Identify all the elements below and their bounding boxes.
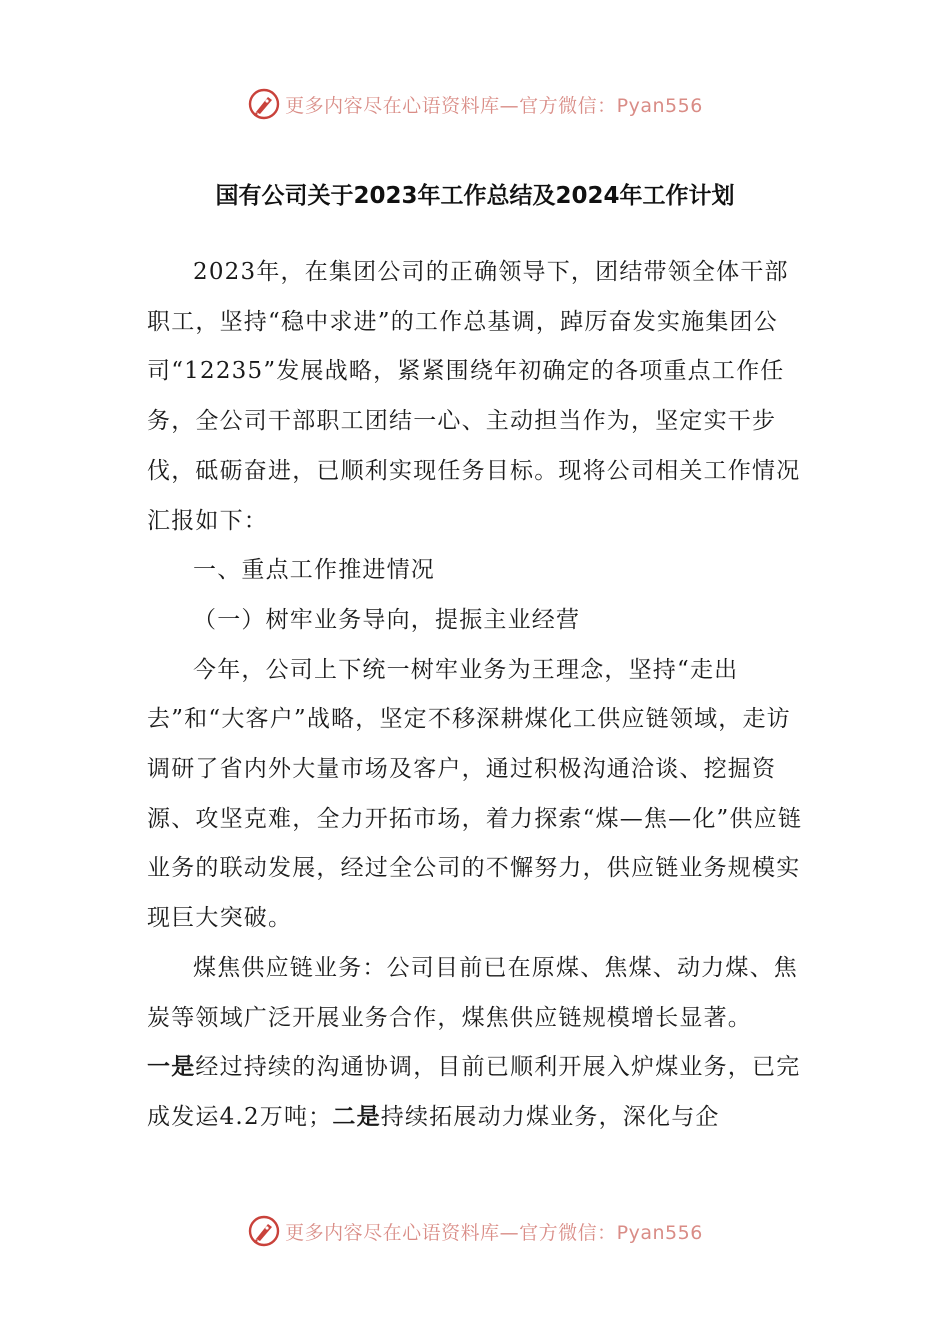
point-text-second: 持续拓展动力煤业务，深化与企 [380,1103,720,1130]
banner-text: 更多内容尽在心语资料库—官方微信：Pyan556 [285,94,703,117]
point-text-first: 经过持续的沟通协调，目前已顺利开展入炉煤业务，已完成发运4.2万吨； [147,1054,801,1130]
header-banner [0,82,950,126]
paragraph-business: 今年，公司上下统一树牢业务为王理念，坚持“走出去”和“大客户”战略，坚定不移深耕煤化工供应链领域，走访调研了省内外大量市场及客户，通过积极沟通洽谈、挖掘资源、攻坚克难，全力开拓市场，着力探索“煤—焦—化”供应链业务的联动发展，经过全公司的不懈努力，供应链业务规模实现巨大突破。 [147,656,803,932]
subsection-heading: （一）树牢业务导向，提振主业经营 [193,606,581,633]
document-body [147,248,807,1143]
paragraph-supply-chain: 煤焦供应链业务：公司目前已在原煤、焦煤、动力煤、焦炭等领域广泛开展业务合作，煤焦供应链规模增长显著。 [147,954,798,1031]
pen-nib-icon [247,87,281,121]
paragraph-points [147,1043,807,1142]
banner-text: 更多内容尽在心语资料库—官方微信：Pyan556 [285,1221,703,1244]
point-lead-second: 二是 [332,1103,381,1130]
document-title: 国有公司关于2023年工作总结及2024年工作计划 [215,183,735,209]
paragraph-intro: 2023年，在集团公司的正确领导下，团结带领全体干部职工，坚持“稳中求进”的工作总基调，踔厉奋发实施集团公司“12235”发展战略，紧紧围绕年初确定的各项重点工作任务，全公司干部职工团结一心、主动担当作为，坚定实干步伐，砥砺奋进，已顺利实现任务目标。现将公司相关工作情况汇报如下： [147,259,801,534]
section-heading: 一、重点工作推进情况 [193,557,435,584]
pen-nib-icon [247,1214,281,1248]
footer-banner [0,1209,950,1253]
point-lead-first: 一是 [147,1054,196,1081]
